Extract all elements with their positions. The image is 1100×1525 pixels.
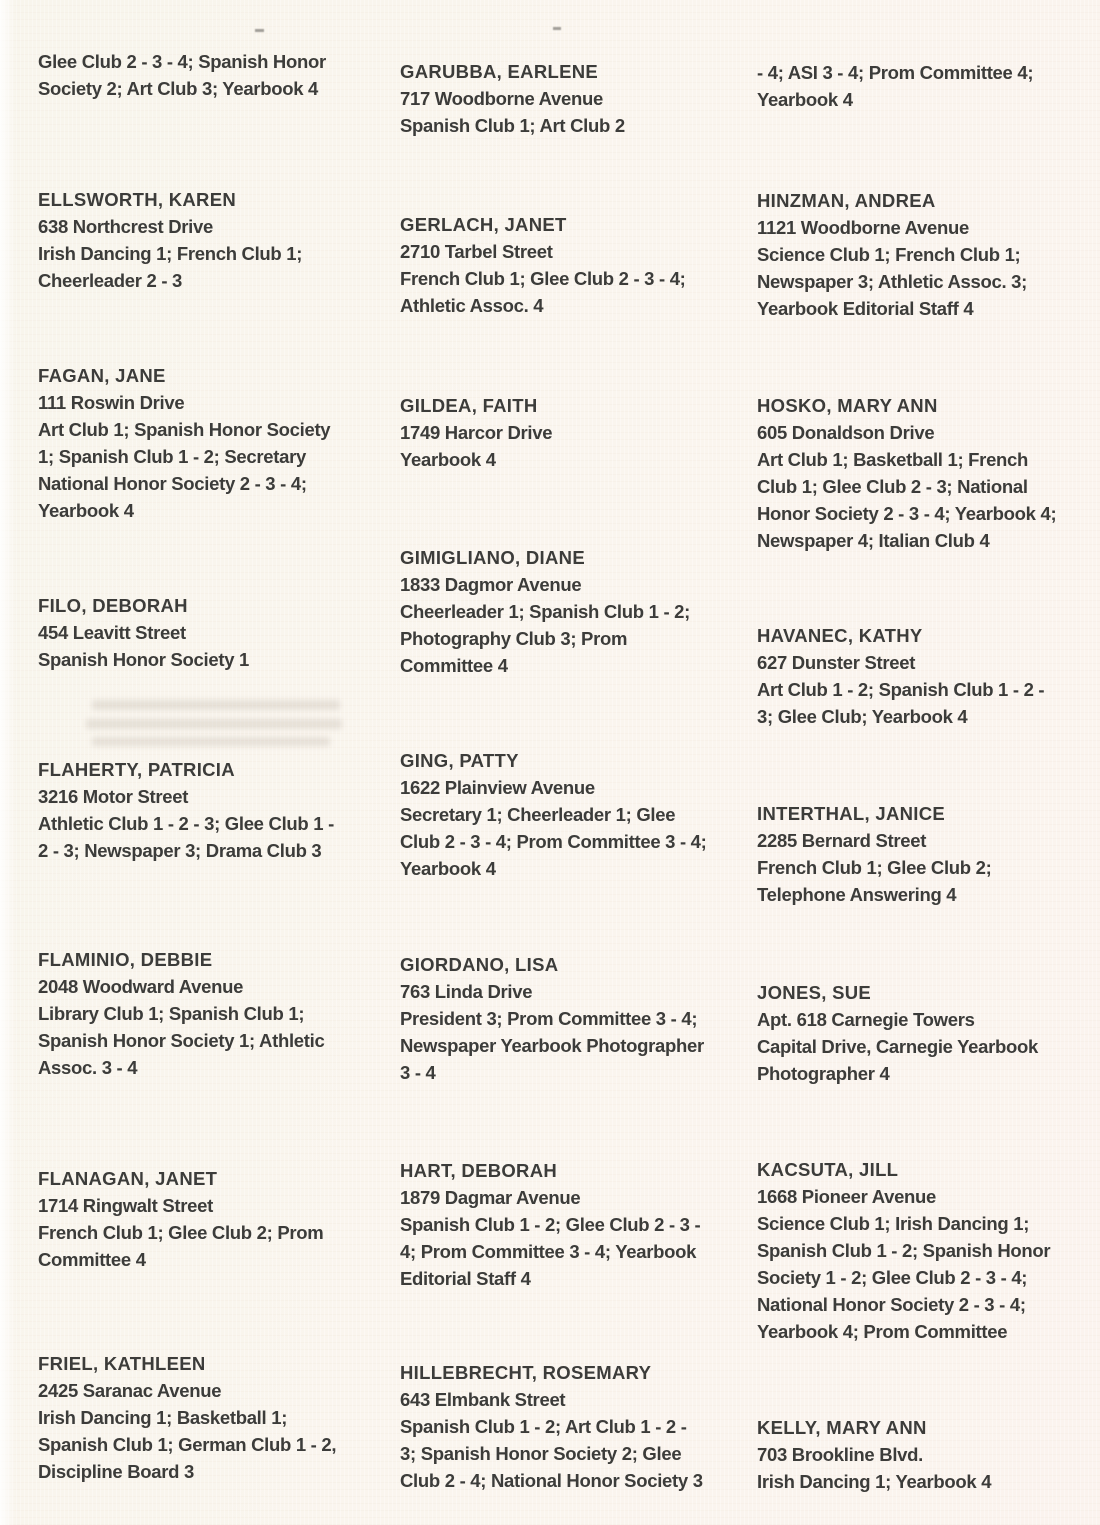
entry-line: French Club 1; Glee Club 2 - 3 - 4; <box>400 268 686 289</box>
entry-line: 1749 Harcor Drive <box>400 422 553 443</box>
entry-line: 703 Brookline Blvd. <box>757 1444 923 1465</box>
entry-line: 3216 Motor Street <box>38 786 189 807</box>
entry-line: Club 2 - 4; National Honor Society 3 <box>400 1470 703 1491</box>
entry-line: President 3; Prom Committee 3 - 4; <box>400 1008 698 1029</box>
entry-line: Capital Drive, Carnegie Yearbook <box>757 1036 1039 1057</box>
entry-line: Cheerleader 1; Spanish Club 1 - 2; <box>400 601 690 622</box>
entry-name: HART, DEBORAH <box>400 1160 558 1181</box>
entry-line: Committee 4 <box>400 655 508 676</box>
directory-entry <box>757 622 1044 730</box>
entry-name: HILLEBRECHT, ROSEMARY <box>400 1362 652 1383</box>
entry-line: Spanish Honor Society 1; Athletic <box>38 1030 325 1051</box>
directory-entry <box>757 1414 991 1495</box>
entry-name: HINZMAN, ANDREA <box>757 190 936 211</box>
entry-line: Spanish Club 1; German Club 1 - 2, <box>38 1434 337 1455</box>
entry-line: Irish Dancing 1; Basketball 1; <box>38 1407 288 1428</box>
entry-line: Newspaper 4; Italian Club 4 <box>757 530 990 551</box>
entry-line: Science Club 1; French Club 1; <box>757 244 1021 265</box>
entry-line: 605 Donaldson Drive <box>757 422 935 443</box>
entry-line: Glee Club 2 - 3 - 4; Spanish Honor <box>38 51 326 72</box>
entry-line: 643 Elmbank Street <box>400 1389 566 1410</box>
entry-line: Athletic Assoc. 4 <box>400 295 544 316</box>
entry-name: FLAHERTY, PATRICIA <box>38 759 235 780</box>
entry-line: French Club 1; Glee Club 2; Prom <box>38 1222 324 1243</box>
entry-line: Yearbook 4 <box>400 858 496 879</box>
entry-line: 638 Northcrest Drive <box>38 216 213 237</box>
entry-line: Irish Dancing 1; French Club 1; <box>38 243 303 264</box>
entry-line: Assoc. 3 - 4 <box>38 1057 138 1078</box>
entry-name: FLANAGAN, JANET <box>38 1168 218 1189</box>
directory-entry <box>757 392 1056 554</box>
entry-line: 1; Spanish Club 1 - 2; Secretary <box>38 446 306 467</box>
entry-line: Committee 4 <box>38 1249 146 1270</box>
entry-name: GING, PATTY <box>400 750 519 771</box>
entry-line: National Honor Society 2 - 3 - 4; <box>757 1294 1026 1315</box>
entry-line: Discipline Board 3 <box>38 1461 195 1482</box>
entry-name: FILO, DEBORAH <box>38 595 188 616</box>
entry-name: FLAMINIO, DEBBIE <box>38 949 213 970</box>
entry-line: - 4; ASI 3 - 4; Prom Committee 4; <box>757 62 1034 83</box>
entry-line: 3; Spanish Honor Society 2; Glee <box>400 1443 682 1464</box>
entry-line: 717 Woodborne Avenue <box>400 88 604 109</box>
entry-line: 1879 Dagmar Avenue <box>400 1187 581 1208</box>
entry-line: 2425 Saranac Avenue <box>38 1380 222 1401</box>
entry-line: Secretary 1; Cheerleader 1; Glee <box>400 804 676 825</box>
entry-line: Library Club 1; Spanish Club 1; <box>38 1003 305 1024</box>
entry-line: Yearbook 4; Prom Committee <box>757 1321 1008 1342</box>
entry-name: FAGAN, JANE <box>38 365 166 386</box>
entry-line: Club 1; Glee Club 2 - 3; National <box>757 476 1028 497</box>
directory-entry <box>757 187 1027 322</box>
directory-entry <box>757 800 992 908</box>
directory-entry <box>757 1156 1050 1345</box>
entry-name: GERLACH, JANET <box>400 214 567 235</box>
entry-line: Spanish Club 1 - 2; Art Club 1 - 2 - <box>400 1416 687 1437</box>
entry-line: 111 Roswin Drive <box>38 392 185 413</box>
entry-line: Spanish Club 1 - 2; Glee Club 2 - 3 - <box>400 1214 701 1235</box>
entry-line: Editorial Staff 4 <box>400 1268 531 1289</box>
entry-line: 3; Glee Club; Yearbook 4 <box>757 706 968 727</box>
entry-name: GARUBBA, EARLENE <box>400 61 599 82</box>
entry-line: 1668 Pioneer Avenue <box>757 1186 937 1207</box>
entry-line: National Honor Society 2 - 3 - 4; <box>38 473 307 494</box>
directory-entry <box>757 979 1038 1087</box>
entry-line: Yearbook 4 <box>757 89 853 110</box>
entry-line: 454 Leavitt Street <box>38 622 186 643</box>
entry-name: GILDEA, FAITH <box>400 395 538 416</box>
entry-line: 627 Dunster Street <box>757 652 916 673</box>
entry-line: French Club 1; Glee Club 2; <box>757 857 992 878</box>
entry-line: Art Club 1; Basketball 1; French <box>757 449 1029 470</box>
entry-line: 1833 Dagmor Avenue <box>400 574 582 595</box>
entry-line: 1121 Woodborne Avenue <box>757 217 969 238</box>
entry-line: Society 2; Art Club 3; Yearbook 4 <box>38 78 319 99</box>
entry-name: JONES, SUE <box>757 982 872 1003</box>
entry-line: Yearbook 4 <box>38 500 134 521</box>
entry-line: Apt. 618 Carnegie Towers <box>757 1009 975 1030</box>
entry-name: KACSUTA, JILL <box>757 1159 899 1180</box>
entry-name: KELLY, MARY ANN <box>757 1417 927 1438</box>
entry-line: Club 2 - 3 - 4; Prom Committee 3 - 4; <box>400 831 707 852</box>
entry-line: Art Club 1; Spanish Honor Society <box>38 419 331 440</box>
entry-line: Telephone Answering 4 <box>757 884 957 905</box>
entry-line: 2 - 3; Newspaper 3; Drama Club 3 <box>38 840 322 861</box>
entry-line: Art Club 1 - 2; Spanish Club 1 - 2 - <box>757 679 1045 700</box>
entry-line: Spanish Club 1; Art Club 2 <box>400 115 625 136</box>
entry-line: Irish Dancing 1; Yearbook 4 <box>757 1471 992 1492</box>
entry-line: 2048 Woodward Avenue <box>38 976 244 997</box>
entry-line: 1714 Ringwalt Street <box>38 1195 213 1216</box>
entry-line: 1622 Plainview Avenue <box>400 777 595 798</box>
entry-line: 2285 Bernard Street <box>757 830 927 851</box>
entry-line: Yearbook 4 <box>400 449 496 470</box>
entry-line: 3 - 4 <box>400 1062 436 1083</box>
entry-name: HAVANEC, KATHY <box>757 625 923 646</box>
entry-line: Science Club 1; Irish Dancing 1; <box>757 1213 1030 1234</box>
entry-line: 4; Prom Committee 3 - 4; Yearbook <box>400 1241 697 1262</box>
entry-line: Cheerleader 2 - 3 <box>38 270 183 291</box>
entry-line: Yearbook Editorial Staff 4 <box>757 298 974 319</box>
entry-name: GIORDANO, LISA <box>400 954 559 975</box>
entry-name: ELLSWORTH, KAREN <box>38 189 237 210</box>
entry-line: Honor Society 2 - 3 - 4; Yearbook 4; <box>757 503 1057 524</box>
entry-line: 763 Linda Drive <box>400 981 533 1002</box>
entry-name: FRIEL, KATHLEEN <box>38 1353 206 1374</box>
entry-name: INTERTHAL, JANICE <box>757 803 946 824</box>
entry-line: Spanish Honor Society 1 <box>38 649 250 670</box>
entry-line: Society 1 - 2; Glee Club 2 - 3 - 4; <box>757 1267 1028 1288</box>
entry-name: GIMIGLIANO, DIANE <box>400 547 585 568</box>
entry-name: HOSKO, MARY ANN <box>757 395 938 416</box>
entry-line: Photographer 4 <box>757 1063 890 1084</box>
directory-entry <box>757 59 1033 113</box>
entry-line: Photography Club 3; Prom <box>400 628 628 649</box>
entry-line: Newspaper Yearbook Photographer <box>400 1035 704 1056</box>
entry-line: 2710 Tarbel Street <box>400 241 553 262</box>
entry-line: Newspaper 3; Athletic Assoc. 3; <box>757 271 1027 292</box>
entry-line: Spanish Club 1 - 2; Spanish Honor <box>757 1240 1051 1261</box>
entry-line: Athletic Club 1 - 2 - 3; Glee Club 1 - <box>38 813 334 834</box>
